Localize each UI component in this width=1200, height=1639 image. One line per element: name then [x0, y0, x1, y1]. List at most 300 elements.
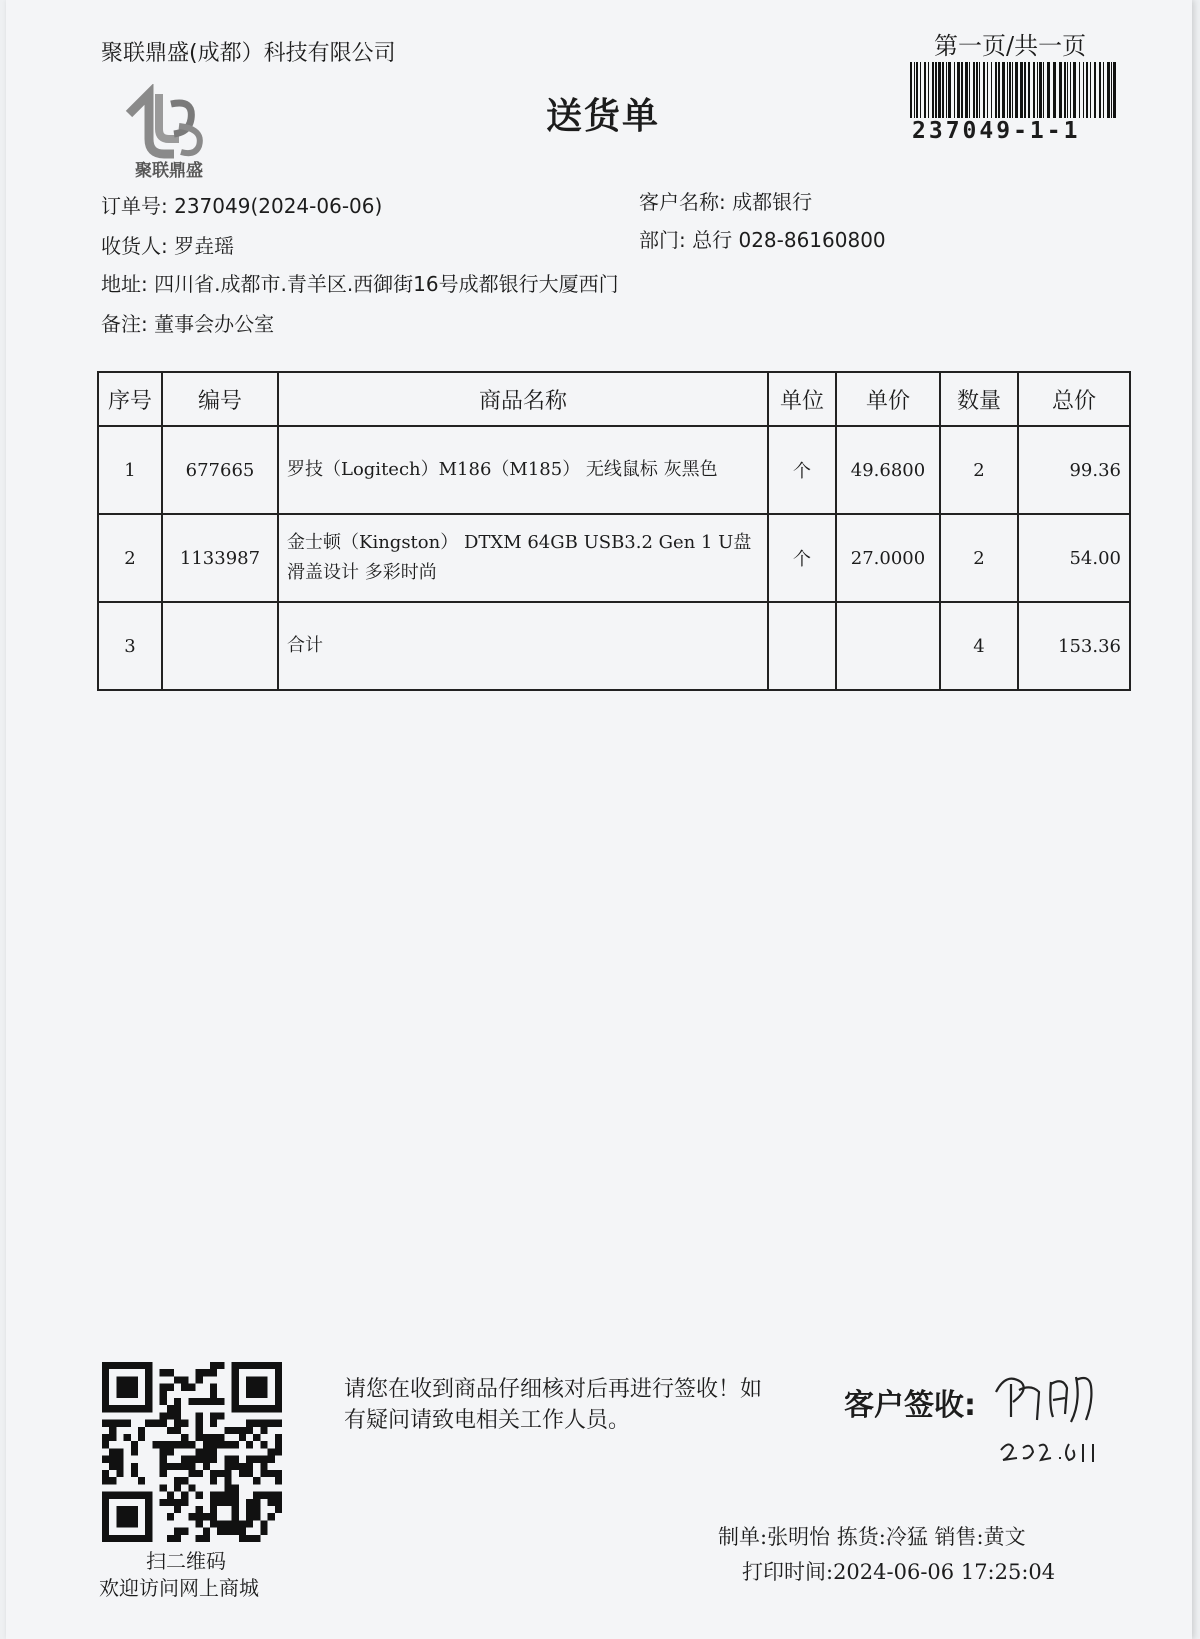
cell-price: 49.6800	[836, 426, 940, 514]
qr-module	[239, 1535, 246, 1542]
header-name: 商品名称	[278, 372, 768, 426]
qr-module	[160, 1441, 167, 1448]
qr-module	[260, 1441, 267, 1448]
barcode-bar	[914, 62, 915, 118]
qr-module	[131, 1448, 138, 1455]
cell-total: 99.36	[1018, 426, 1130, 514]
qr-module	[109, 1427, 116, 1434]
qr-module	[167, 1412, 174, 1419]
qr-module	[196, 1448, 203, 1455]
qr-module	[246, 1427, 253, 1434]
qr-module	[275, 1441, 282, 1448]
customer-sign-label: 客户签收:	[844, 1388, 976, 1423]
qr-module	[167, 1384, 174, 1391]
qr-module	[203, 1456, 210, 1463]
barcode-bar	[991, 62, 992, 118]
qr-module	[275, 1434, 282, 1441]
qr-module	[232, 1484, 239, 1491]
department-label: 部门:	[639, 228, 686, 252]
qr-module	[188, 1456, 195, 1463]
qr-module	[181, 1441, 188, 1448]
qr-module	[131, 1463, 138, 1470]
qr-module	[275, 1477, 282, 1484]
qr-module	[196, 1376, 203, 1383]
barcode-bar	[1070, 62, 1071, 118]
qr-module	[260, 1420, 267, 1427]
header-unit: 单位	[768, 372, 836, 426]
cell-unit: 个	[768, 514, 836, 602]
qr-module	[181, 1477, 188, 1484]
notice-text: 请您在收到商品仔细核对后再进行签收！如有疑问请致电相关工作人员。	[344, 1377, 763, 1433]
barcode-bar	[1111, 62, 1112, 118]
qr-module	[253, 1506, 260, 1513]
qr-module	[210, 1456, 217, 1463]
qr-module	[224, 1463, 231, 1470]
qr-module	[181, 1384, 188, 1391]
qr-module	[275, 1420, 282, 1427]
qr-module	[210, 1434, 217, 1441]
qr-module	[138, 1427, 145, 1434]
qr-module	[203, 1528, 210, 1535]
qr-module	[203, 1398, 210, 1405]
qr-module	[116, 1420, 123, 1427]
qr-module	[224, 1470, 231, 1477]
qr-module	[224, 1477, 231, 1484]
barcode-number: 237049-1-1	[912, 118, 1081, 144]
order-no-value: 237049(2024-06-06)	[174, 194, 383, 218]
qr-module	[268, 1456, 275, 1463]
qr-module	[246, 1506, 253, 1513]
qr-module	[174, 1398, 181, 1405]
qr-module	[210, 1492, 217, 1499]
qr-module	[232, 1492, 239, 1499]
barcode-bar	[935, 62, 937, 118]
barcode-bar	[987, 62, 988, 118]
delivery-note-paper	[6, 0, 1192, 1639]
qr-module	[217, 1412, 224, 1419]
qr-module	[196, 1520, 203, 1527]
qr-module	[253, 1477, 260, 1484]
page-indicator: 第一页/共一页	[934, 32, 1087, 60]
qr-module	[167, 1441, 174, 1448]
barcode-bar	[1107, 62, 1110, 118]
cell-qty: 2	[940, 514, 1018, 602]
qr-module	[102, 1456, 109, 1463]
qr-module	[268, 1420, 275, 1427]
qr-module	[246, 1513, 253, 1520]
qr-module	[181, 1499, 188, 1506]
qr-module	[210, 1391, 217, 1398]
department-row	[639, 224, 886, 253]
qr-module	[253, 1513, 260, 1520]
customer-label: 客户名称:	[639, 190, 726, 214]
handwritten-signature	[991, 1362, 1111, 1472]
qr-module	[152, 1420, 159, 1427]
barcode-bar	[1037, 62, 1038, 118]
qr-module	[116, 1448, 123, 1455]
department-value: 总行 028-86160800	[692, 228, 886, 252]
qr-module	[102, 1420, 109, 1427]
barcode-bar	[1086, 62, 1088, 118]
cell-unit: 个	[768, 426, 836, 514]
table-row	[98, 514, 1130, 602]
qr-module	[131, 1441, 138, 1448]
qr-module	[203, 1441, 210, 1448]
qr-module	[174, 1441, 181, 1448]
barcode-bar	[1007, 62, 1008, 118]
qr-module	[210, 1384, 217, 1391]
qr-module	[210, 1513, 217, 1520]
qr-module	[160, 1369, 167, 1376]
cell-qty: 2	[940, 426, 1018, 514]
remark-label: 备注:	[101, 312, 148, 336]
company-name: 聚联鼎盛(成都）科技有限公司	[101, 41, 396, 66]
qr-module	[260, 1492, 267, 1499]
qr-module	[174, 1535, 181, 1542]
qr-module	[109, 1434, 116, 1441]
barcode-bar	[973, 62, 975, 118]
order-no-label: 订单号:	[101, 194, 168, 218]
qr-module	[268, 1499, 275, 1506]
barcode-bar	[920, 62, 921, 118]
qr-module	[210, 1362, 217, 1369]
qr-module	[152, 1441, 159, 1448]
barcode-bar	[910, 62, 912, 118]
remark-row	[101, 308, 274, 337]
qr-module	[232, 1463, 239, 1470]
qr-module	[188, 1384, 195, 1391]
qr-module	[246, 1520, 253, 1527]
barcode-bar	[965, 62, 968, 118]
qr-module	[210, 1441, 217, 1448]
qr-finder	[116, 1376, 138, 1398]
qr-module	[160, 1463, 167, 1470]
header-price: 单价	[836, 372, 940, 426]
qr-module	[203, 1513, 210, 1520]
qr-module	[196, 1412, 203, 1419]
qr-module	[232, 1456, 239, 1463]
barcode-bar	[1064, 62, 1066, 118]
qr-module	[239, 1520, 246, 1527]
qr-module	[181, 1463, 188, 1470]
barcode-bar	[942, 62, 944, 118]
qr-module	[188, 1463, 195, 1470]
barcode-bar	[1073, 62, 1076, 118]
qr-module	[224, 1441, 231, 1448]
qr-module	[167, 1463, 174, 1470]
table-header-row	[98, 372, 1130, 426]
qr-module	[268, 1513, 275, 1520]
qr-module	[102, 1441, 109, 1448]
qr-module	[232, 1427, 239, 1434]
cell-total: 54.00	[1018, 514, 1130, 602]
company-logo	[119, 84, 219, 184]
qr-module	[239, 1528, 246, 1535]
qr-module	[167, 1448, 174, 1455]
qr-module	[196, 1420, 203, 1427]
cell-unit	[768, 602, 836, 690]
barcode-bar	[1053, 62, 1056, 118]
barcode-bar	[938, 62, 941, 118]
qr-module	[124, 1434, 131, 1441]
barcode-bar	[1090, 62, 1091, 118]
barcode-bar	[924, 62, 926, 118]
qr-module	[196, 1369, 203, 1376]
qr-module	[217, 1520, 224, 1527]
cell-name: 金士顿（Kingston） DTXM 64GB USB3.2 Gen 1 U盘 滑盖设计 多彩时尚	[278, 514, 768, 602]
items-table	[97, 371, 1131, 691]
qr-module	[109, 1477, 116, 1484]
print-time: 打印时间:2024-06-06 17:25:04	[742, 1560, 1056, 1584]
barcode-bar	[1039, 62, 1042, 118]
qr-module	[224, 1456, 231, 1463]
qr-module	[275, 1506, 282, 1513]
barcode	[910, 62, 1122, 118]
qr-caption-mall: 欢迎访问网上商城	[99, 1576, 259, 1600]
qr-module	[174, 1506, 181, 1513]
qr-module	[246, 1499, 253, 1506]
qr-module	[232, 1520, 239, 1527]
qr-module	[260, 1520, 267, 1527]
qr-module	[181, 1492, 188, 1499]
qr-module	[116, 1456, 123, 1463]
qr-module	[196, 1427, 203, 1434]
cell-price	[836, 602, 940, 690]
qr-module	[131, 1470, 138, 1477]
receiver-label: 收货人:	[101, 234, 168, 258]
cell-total: 153.36	[1018, 602, 1130, 690]
qr-module	[196, 1456, 203, 1463]
cell-seq: 1	[98, 426, 162, 514]
table-row	[98, 426, 1130, 514]
qr-module	[239, 1427, 246, 1434]
qr-caption-scan: 扫二维码	[146, 1549, 226, 1573]
qr-module	[246, 1420, 253, 1427]
qr-module	[174, 1412, 181, 1419]
qr-module	[160, 1456, 167, 1463]
barcode-bar	[969, 62, 970, 118]
qr-module	[181, 1456, 188, 1463]
barcode-bar	[1113, 62, 1116, 118]
address-label: 地址:	[101, 272, 148, 296]
address-value: 四川省.成都市.青羊区.西御街16号成都银行大厦西门	[154, 272, 619, 296]
qr-module	[196, 1506, 203, 1513]
header-seq: 序号	[98, 372, 162, 426]
cell-code	[162, 602, 278, 690]
qr-module	[174, 1420, 181, 1427]
qr-module	[239, 1434, 246, 1441]
qr-module	[174, 1376, 181, 1383]
barcode-bar	[957, 62, 960, 118]
address-row	[101, 268, 619, 297]
qr-module	[217, 1528, 224, 1535]
qr-module	[167, 1492, 174, 1499]
barcode-bar	[1028, 62, 1030, 118]
table-total-row	[98, 602, 1130, 690]
qr-module	[181, 1528, 188, 1535]
qr-module	[253, 1434, 260, 1441]
qr-module	[210, 1448, 217, 1455]
barcode-bar	[1002, 62, 1005, 118]
cell-qty: 4	[940, 602, 1018, 690]
cell-name: 合计	[278, 602, 768, 690]
customer-value: 成都银行	[732, 190, 813, 214]
barcode-bar	[1103, 62, 1104, 118]
qr-module	[203, 1369, 210, 1376]
qr-module	[232, 1513, 239, 1520]
remark-value: 董事会办公室	[154, 312, 275, 336]
qr-module	[160, 1412, 167, 1419]
qr-module	[160, 1391, 167, 1398]
barcode-bar	[928, 62, 929, 118]
qr-module	[167, 1499, 174, 1506]
qr-module	[224, 1492, 231, 1499]
qr-module	[160, 1470, 167, 1477]
qr-module	[253, 1535, 260, 1542]
qr-module	[253, 1492, 260, 1499]
barcode-bar	[1047, 62, 1050, 118]
qr-module	[196, 1470, 203, 1477]
qr-module	[181, 1420, 188, 1427]
qr-module	[217, 1441, 224, 1448]
customer-row	[639, 186, 812, 215]
barcode-bar	[995, 62, 997, 118]
qr-module	[260, 1463, 267, 1470]
qr-module	[260, 1427, 267, 1434]
qr-module	[210, 1369, 217, 1376]
barcode-bar	[961, 62, 963, 118]
qr-module	[188, 1513, 195, 1520]
barcode-bar	[1033, 62, 1035, 118]
qr-module	[253, 1499, 260, 1506]
cell-code: 677665	[162, 426, 278, 514]
receiver-value: 罗垚瑶	[174, 234, 235, 258]
qr-module	[174, 1528, 181, 1535]
qr-module	[196, 1434, 203, 1441]
qr-module	[174, 1499, 181, 1506]
qr-module	[160, 1420, 167, 1427]
qr-module	[196, 1513, 203, 1520]
barcode-bar	[1015, 62, 1018, 118]
barcode-bar	[1067, 62, 1068, 118]
qr-module	[246, 1441, 253, 1448]
qr-module	[275, 1470, 282, 1477]
qr-module	[246, 1470, 253, 1477]
qr-module	[188, 1470, 195, 1477]
qr-module	[239, 1463, 246, 1470]
order-no-row	[101, 190, 382, 219]
qr-module	[188, 1484, 195, 1491]
qr-module	[275, 1499, 282, 1506]
qr-module	[210, 1499, 217, 1506]
qr-module	[203, 1463, 210, 1470]
qr-module	[253, 1456, 260, 1463]
qr-module	[210, 1506, 217, 1513]
barcode-bar	[1094, 62, 1096, 118]
qr-module	[181, 1434, 188, 1441]
barcode-bar	[1083, 62, 1084, 118]
barcode-bar	[1009, 62, 1011, 118]
qr-module	[224, 1484, 231, 1491]
qr-module	[260, 1528, 267, 1535]
qr-module	[275, 1492, 282, 1499]
qr-code	[102, 1362, 282, 1542]
qr-module	[160, 1499, 167, 1506]
qr-module	[224, 1427, 231, 1434]
qr-module	[224, 1499, 231, 1506]
barcode-bar	[946, 62, 947, 118]
qr-module	[167, 1535, 174, 1542]
qr-module	[210, 1412, 217, 1419]
qr-module	[196, 1535, 203, 1542]
qr-module	[210, 1477, 217, 1484]
receiver-row	[101, 230, 234, 259]
qr-module	[217, 1499, 224, 1506]
qr-module	[167, 1513, 174, 1520]
qr-finder	[246, 1376, 268, 1398]
barcode-bar	[916, 62, 918, 118]
qr-module	[181, 1376, 188, 1383]
document-title: 送货单	[546, 96, 661, 137]
qr-module	[167, 1369, 174, 1376]
barcode-bar	[976, 62, 978, 118]
qr-module	[160, 1484, 167, 1491]
qr-module	[174, 1463, 181, 1470]
qr-module	[145, 1420, 152, 1427]
qr-module	[160, 1448, 167, 1455]
qr-module	[174, 1477, 181, 1484]
qr-module	[232, 1441, 239, 1448]
qr-module	[268, 1470, 275, 1477]
qr-module	[116, 1470, 123, 1477]
barcode-bar	[979, 62, 980, 118]
header-code: 编号	[162, 372, 278, 426]
header-total: 总价	[1018, 372, 1130, 426]
qr-module	[210, 1470, 217, 1477]
qr-module	[138, 1434, 145, 1441]
qr-module	[246, 1535, 253, 1542]
qr-module	[217, 1434, 224, 1441]
barcode-bar	[932, 62, 934, 118]
qr-module	[210, 1520, 217, 1527]
barcode-bar	[1079, 62, 1080, 118]
cell-name: 罗技（Logitech）M186（M185） 无线鼠标 灰黑色	[278, 426, 768, 514]
qr-module	[210, 1420, 217, 1427]
qr-module	[217, 1470, 224, 1477]
qr-module	[232, 1506, 239, 1513]
qr-module	[196, 1492, 203, 1499]
cell-price: 27.0000	[836, 514, 940, 602]
barcode-bar	[1020, 62, 1023, 118]
qr-module	[167, 1427, 174, 1434]
barcode-bar	[1024, 62, 1026, 118]
qr-module	[232, 1499, 239, 1506]
barcode-bar	[954, 62, 955, 118]
qr-module	[203, 1448, 210, 1455]
qr-module	[203, 1434, 210, 1441]
cell-seq: 2	[98, 514, 162, 602]
barcode-bar	[998, 62, 1000, 118]
qr-module	[109, 1456, 116, 1463]
staff-line: 制单:张明怡 拣货:冷猛 销售:黄文	[718, 1525, 1026, 1549]
qr-module	[246, 1456, 253, 1463]
qr-module	[109, 1420, 116, 1427]
qr-module	[203, 1535, 210, 1542]
qr-module	[224, 1528, 231, 1535]
barcode-bar	[1099, 62, 1101, 118]
qr-module	[109, 1448, 116, 1455]
qr-module	[102, 1434, 109, 1441]
